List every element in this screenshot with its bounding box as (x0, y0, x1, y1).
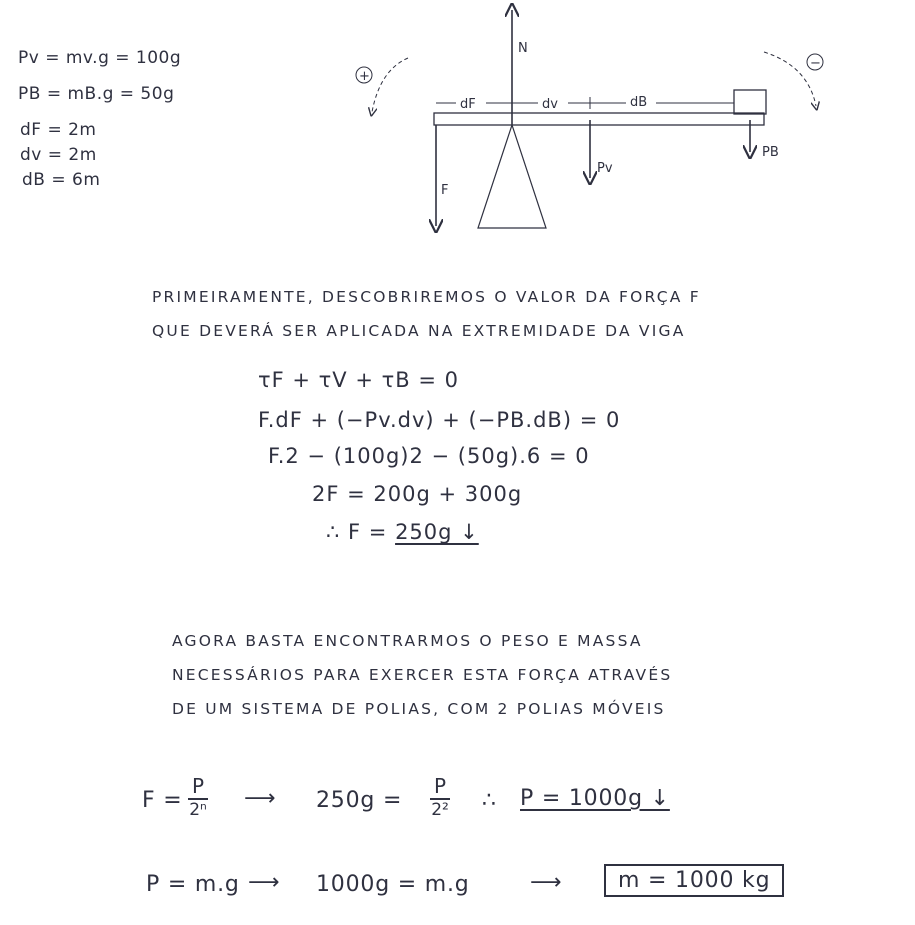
equation-5-prefix: ∴ F = (326, 520, 396, 544)
ccw-rotation-arrow (372, 58, 408, 112)
intro-line-2: QUE DEVERÁ SER APLICADA NA EXTREMIDADE DA VIGA (152, 322, 686, 340)
mass-formula: P = m.g (146, 872, 240, 897)
block-b (734, 90, 766, 114)
beam-diagram (0, 0, 915, 250)
cw-rotation-arrow (764, 52, 816, 106)
equation-3: F.2 − (100g)2 − (50g).6 = 0 (268, 444, 590, 468)
pulley-therefore: ∴ (482, 788, 497, 813)
given-db: dB = 6m (22, 170, 101, 190)
given-df: dF = 2m (20, 120, 97, 140)
pulley-mid-lhs: 250g = (316, 788, 403, 813)
fraction-1-denominator: 2ⁿ (189, 800, 207, 820)
pulley-fraction-2 (430, 774, 450, 820)
fraction-1-numerator: P (188, 774, 208, 800)
mass-arrow-1: ⟶ (248, 870, 281, 895)
fraction-2-denominator: 2² (431, 800, 449, 820)
mass-middle: 1000g = m.g (316, 872, 470, 897)
label-f: F (441, 183, 449, 198)
given-pv: Pv = mv.g = 100g (18, 48, 182, 68)
equation-5 (326, 520, 479, 544)
label-n: N (518, 41, 528, 56)
fraction-2-numerator: P (430, 774, 450, 800)
given-pb: PB = mB.g = 50g (18, 84, 175, 104)
equation-1: τF + τV + τB = 0 (258, 368, 459, 392)
pulley-f-lhs: F = (142, 788, 183, 813)
label-df: dF (460, 97, 476, 112)
second-line-2: NECESSÁRIOS PARA EXERCER ESTA FORÇA ATRAVÉS (172, 666, 673, 684)
weight-result: P = 1000g ↓ (520, 786, 670, 811)
second-line-1: AGORA BASTA ENCONTRARMOS O PESO E MASSA (172, 632, 643, 650)
given-dv: dv = 2m (20, 145, 97, 165)
label-dv: dv (542, 97, 558, 112)
intro-line-1: PRIMEIRAMENTE, DESCOBRIREMOS O VALOR DA FORÇA F (152, 288, 701, 306)
sign-plus: + (359, 69, 370, 84)
beam (434, 113, 764, 125)
equation-4: 2F = 200g + 300g (312, 482, 523, 506)
mass-arrow-2: ⟶ (530, 870, 563, 895)
equation-2: F.dF + (−Pv.dv) + (−PB.dB) = 0 (258, 408, 621, 432)
label-pb: PB (762, 145, 779, 160)
fulcrum-triangle (478, 125, 546, 228)
mass-answer-box: m = 1000 kg (604, 864, 784, 897)
label-db: dB (630, 95, 648, 110)
pulley-arrow-1: ⟶ (244, 786, 277, 811)
second-line-3: DE UM SISTEMA DE POLIAS, COM 2 POLIAS MÓVEIS (172, 700, 666, 718)
sign-minus: − (810, 56, 821, 71)
force-result: 250g ↓ (395, 520, 479, 544)
pulley-fraction-1 (188, 774, 208, 820)
label-pv: Pv (597, 161, 613, 176)
